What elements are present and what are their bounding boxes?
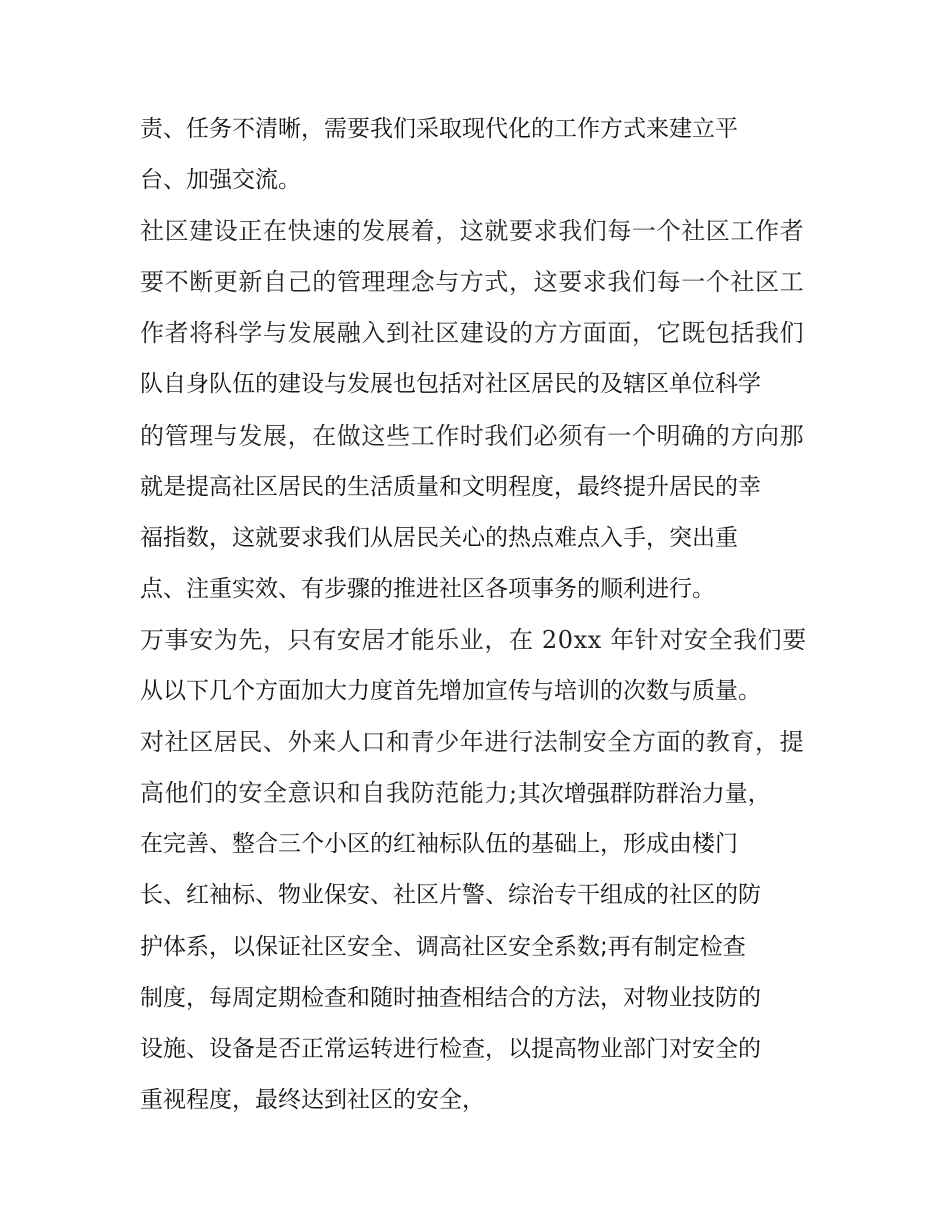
text-line: 责、任务不清晰，需要我们采取现代化的工作方式来建立平 (140, 116, 738, 142)
text-line: 要不断更新自己的管理理念与方式，这要求我们每一个社区工 (140, 268, 805, 297)
text-line: 万事安为先，只有安居才能乐业，在 20xx 年针对安全我们要 (140, 625, 807, 654)
text-line: 作者将科学与发展融入到社区建设的方方面面，它既包括我们 (140, 319, 805, 348)
text-line: 社区建设正在快速的发展着，这就要求我们每一个社区工作者 (140, 217, 805, 246)
text-line: 护体系，以保证社区安全、调高社区安全系数;再有制定检查 (140, 933, 746, 960)
text-line: 长、红袖标、物业保安、社区片警、综治专干组成的社区的防 (140, 882, 761, 909)
text-segment: 其次增强群防群治力量， (517, 781, 771, 808)
text-line: 的管理与发展，在做这些工作时我们必须有一个明确的方向那 (140, 421, 805, 450)
text-line: 队自身队伍的建设与发展也包括对社区居民的及辖区单位科学 (140, 371, 761, 398)
text-line: 从以下几个方面加大力度首先增加宣传与培训的次数与质量。 (140, 678, 761, 705)
body-text (140, 104, 820, 1126)
text-line: 福指数，这就要求我们从居民关心的热点难点入手，突出重 (140, 524, 738, 551)
text-line: 设施、设备是否正常运转进行检查，以提高物业部门对安全的 (140, 1035, 761, 1062)
text-line: 制度，每周定期检查和随时抽查相结合的方法，对物业技防的 (140, 984, 761, 1011)
text-line: 重视程度，最终达到社区的安全， (140, 1086, 485, 1113)
text-line: 点、注重实效、有步骤的推进社区各项事务的顺利进行。 (140, 575, 715, 602)
text-line: 对社区居民、外来人口和青少年进行法制安全方面的教育，提 (140, 728, 805, 757)
text-line: 在完善、整合三个小区的红袖标队伍的基础上，形成由楼门 (140, 831, 738, 858)
text-line: 台、加强交流。 (140, 167, 301, 194)
text-line: 就是提高社区居民的生活质量和文明程度，最终提升居民的幸 (140, 473, 761, 500)
text-segment: 高他们的安全意识和自我防范能力; (140, 779, 518, 808)
text-line (140, 768, 820, 819)
